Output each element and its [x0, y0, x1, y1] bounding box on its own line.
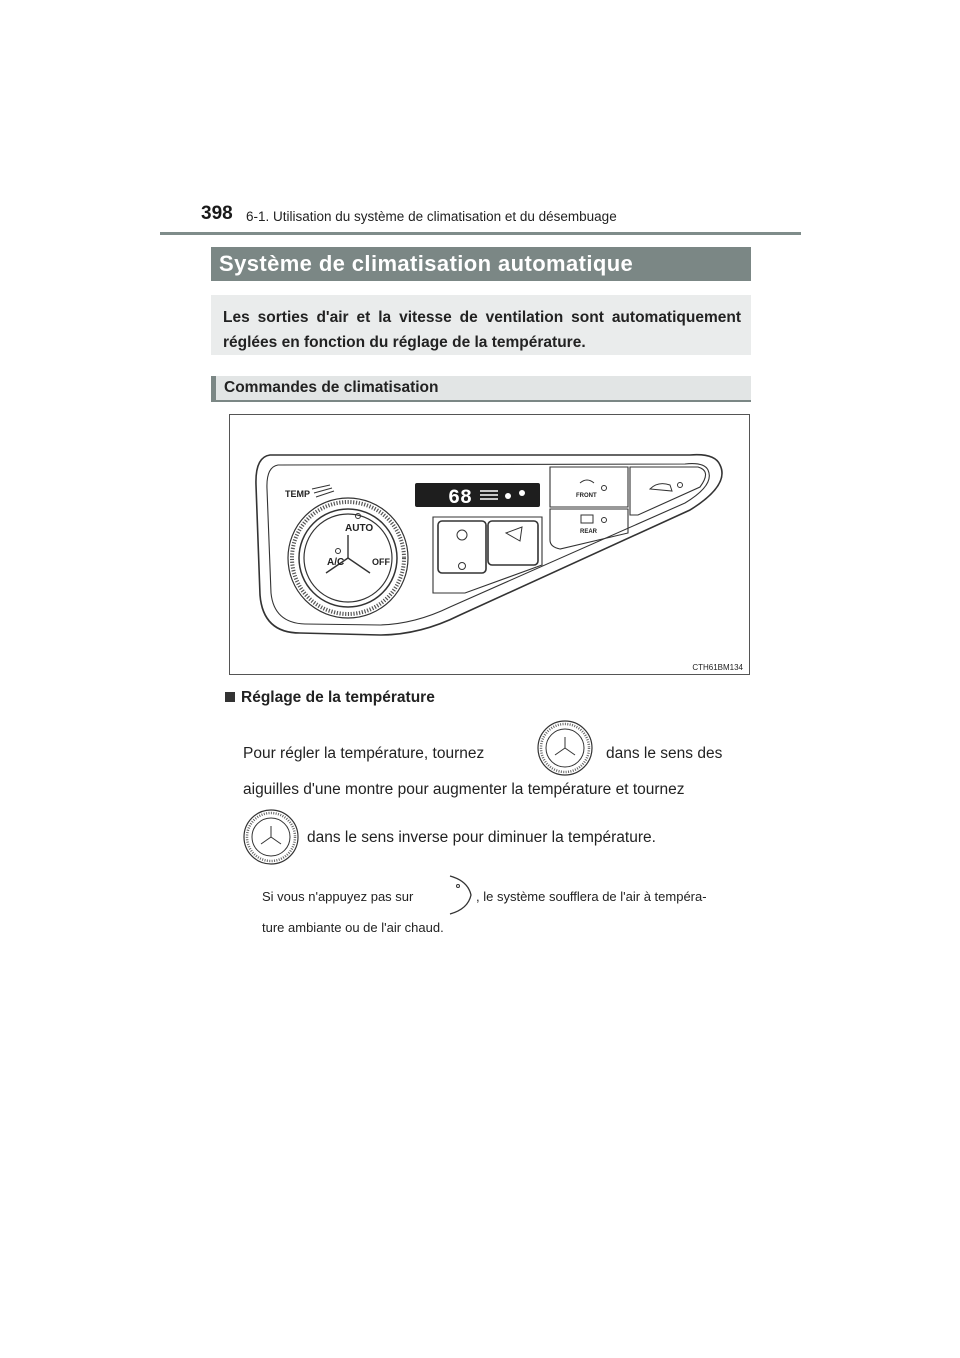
intro-box [211, 295, 751, 355]
climate-control-panel-illustration [230, 415, 749, 674]
note-line-2: ture ambiante ou de l'air chaud. [262, 920, 444, 935]
ac-button-icon [446, 873, 474, 917]
front-defrost-label: FRONT [576, 493, 597, 499]
knob-off-label: OFF [372, 557, 390, 567]
page-number: 398 [201, 203, 233, 224]
section-title: Système de climatisation automatique [219, 251, 634, 276]
note-line-1: Si vous n'appuyez pas sur [262, 889, 414, 904]
temperature-knob-icon [537, 720, 593, 776]
subsection-bar [211, 376, 751, 402]
display-temperature: 68 [448, 487, 473, 510]
square-bullet-icon [225, 692, 235, 702]
temperature-knob-icon-small [243, 809, 299, 865]
rear-defrost-label: REAR [580, 529, 598, 535]
paragraph-line-1-end: dans le sens des [606, 745, 723, 762]
control-panel-figure [229, 414, 750, 675]
panel-temp-label: TEMP [285, 489, 311, 499]
knob-auto-label: AUTO [345, 523, 374, 534]
paragraph-line-2: aiguilles d'une montre pour augmenter la température et tournez [243, 781, 685, 798]
subsection-accent [211, 376, 216, 400]
knob-ac-label: A/C [327, 557, 345, 568]
paragraph-line-3: dans le sens inverse pour diminuer la température. [307, 829, 656, 846]
paragraph-line-1: Pour régler la température, tournez [243, 745, 485, 762]
subsection-title: Commandes de climatisation [224, 379, 439, 396]
intro-text: Les sorties d'air et la vitesse de ventilation sont automatiquement réglées en fonction du réglage de la température. [223, 309, 741, 351]
header-divider [160, 232, 801, 235]
chapter-title: 6-1. Utilisation du système de climatisation et du désembuage [246, 209, 617, 224]
section-title-bar [211, 247, 751, 281]
figure-code: CTH61BM134 [692, 663, 743, 672]
note-line-1-end: , le système soufflera de l'air à tempéra- [476, 889, 707, 904]
temperature-heading: Réglage de la température [225, 689, 435, 707]
